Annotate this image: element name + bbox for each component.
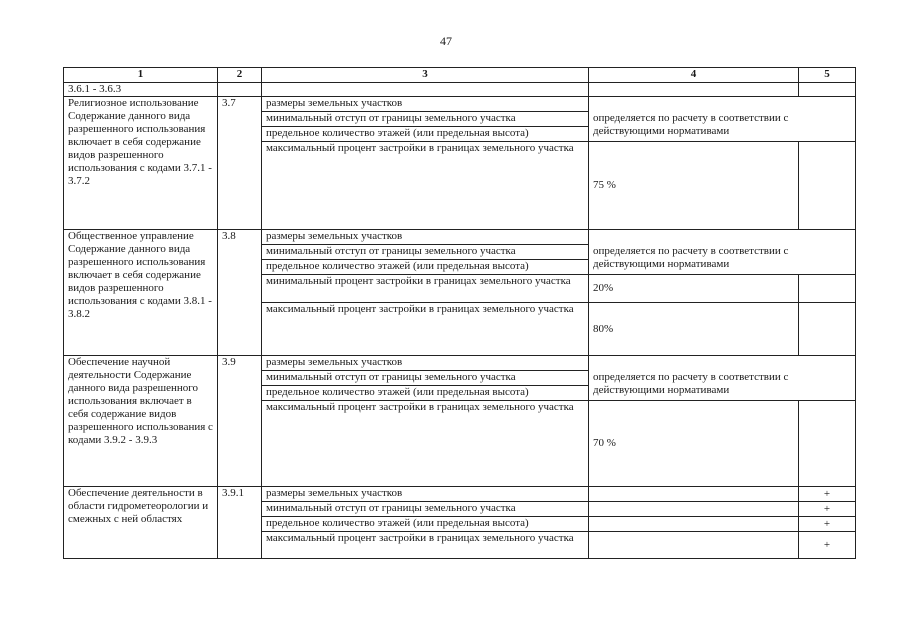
table-row <box>64 97 856 112</box>
param-cell: минимальный отступ от границы земельного участка <box>262 371 589 386</box>
norm-cell: определяется по расчету в соответствии с действующими нормативами <box>589 371 856 401</box>
use-name-science: Обеспечение научной деятельности Содержание данного вида разрешенного использования включает в себя содержание видов разрешенного использования с кодами 3.9.2 - 3.9.3 <box>64 356 218 487</box>
mark-cell: + <box>799 502 856 517</box>
mark-cell: + <box>799 532 856 559</box>
header-col-3: 3 <box>262 68 589 83</box>
max-percent-value: 75 % <box>589 142 799 230</box>
mark-cell: + <box>799 487 856 502</box>
max-percent-value: 70 % <box>589 401 799 487</box>
use-code: 3.8 <box>218 230 262 356</box>
param-cell: предельное количество этажей (или предельная высота) <box>262 127 589 142</box>
regulations-table <box>63 67 856 559</box>
use-code: 3.7 <box>218 97 262 230</box>
norm-cell: определяется по расчету в соответствии с действующими нормативами <box>589 112 856 142</box>
header-col-4: 4 <box>589 68 799 83</box>
page-number: 47 <box>440 34 452 48</box>
max-percent-value: 80% <box>589 303 799 356</box>
param-cell: размеры земельных участков <box>262 356 589 371</box>
use-name-public-admin: Общественное управление Содержание данного вида разрешенного использования включает в себя содержание видов разрешенного использования с кодами 3.8.1 - 3.8.2 <box>64 230 218 356</box>
norm-cell: определяется по расчету в соответствии с действующими нормативами <box>589 245 856 275</box>
use-name-religious: Религиозное использование Содержание данного вида разрешенного использования включает в себя содержание видов разрешенного использования с кодами 3.7.1 - 3.7.2 <box>64 97 218 230</box>
param-cell: максимальный процент застройки в границах земельного участка <box>262 532 589 559</box>
param-cell: минимальный процент застройки в границах земельного участка <box>262 275 589 303</box>
header-col-1: 1 <box>64 68 218 83</box>
param-cell: минимальный отступ от границы земельного участка <box>262 112 589 127</box>
param-cell: максимальный процент застройки в границах земельного участка <box>262 303 589 356</box>
param-cell: минимальный отступ от границы земельного участка <box>262 245 589 260</box>
table-row <box>64 230 856 245</box>
min-percent-value: 20% <box>589 275 799 303</box>
continuation-codes: 3.6.1 - 3.6.3 <box>64 83 218 97</box>
table-row <box>64 356 856 371</box>
param-cell: размеры земельных участков <box>262 97 589 112</box>
mark-cell: + <box>799 517 856 532</box>
param-cell: размеры земельных участков <box>262 487 589 502</box>
use-code: 3.9 <box>218 356 262 487</box>
use-code: 3.9.1 <box>218 487 262 559</box>
param-cell: предельное количество этажей (или предельная высота) <box>262 386 589 401</box>
header-col-2: 2 <box>218 68 262 83</box>
param-cell: размеры земельных участков <box>262 230 589 245</box>
header-col-5: 5 <box>799 68 856 83</box>
use-name-hydrometeorology: Обеспечение деятельности в области гидрометеорологии и смежных с ней областях <box>64 487 218 559</box>
param-cell: максимальный процент застройки в границах земельного участка <box>262 401 589 487</box>
table-row <box>64 487 856 502</box>
header-row <box>64 68 856 83</box>
param-cell: предельное количество этажей (или предельная высота) <box>262 517 589 532</box>
param-cell: максимальный процент застройки в границах земельного участка <box>262 142 589 230</box>
param-cell: минимальный отступ от границы земельного участка <box>262 502 589 517</box>
param-cell: предельное количество этажей (или предельная высота) <box>262 260 589 275</box>
continuation-row <box>64 83 856 97</box>
